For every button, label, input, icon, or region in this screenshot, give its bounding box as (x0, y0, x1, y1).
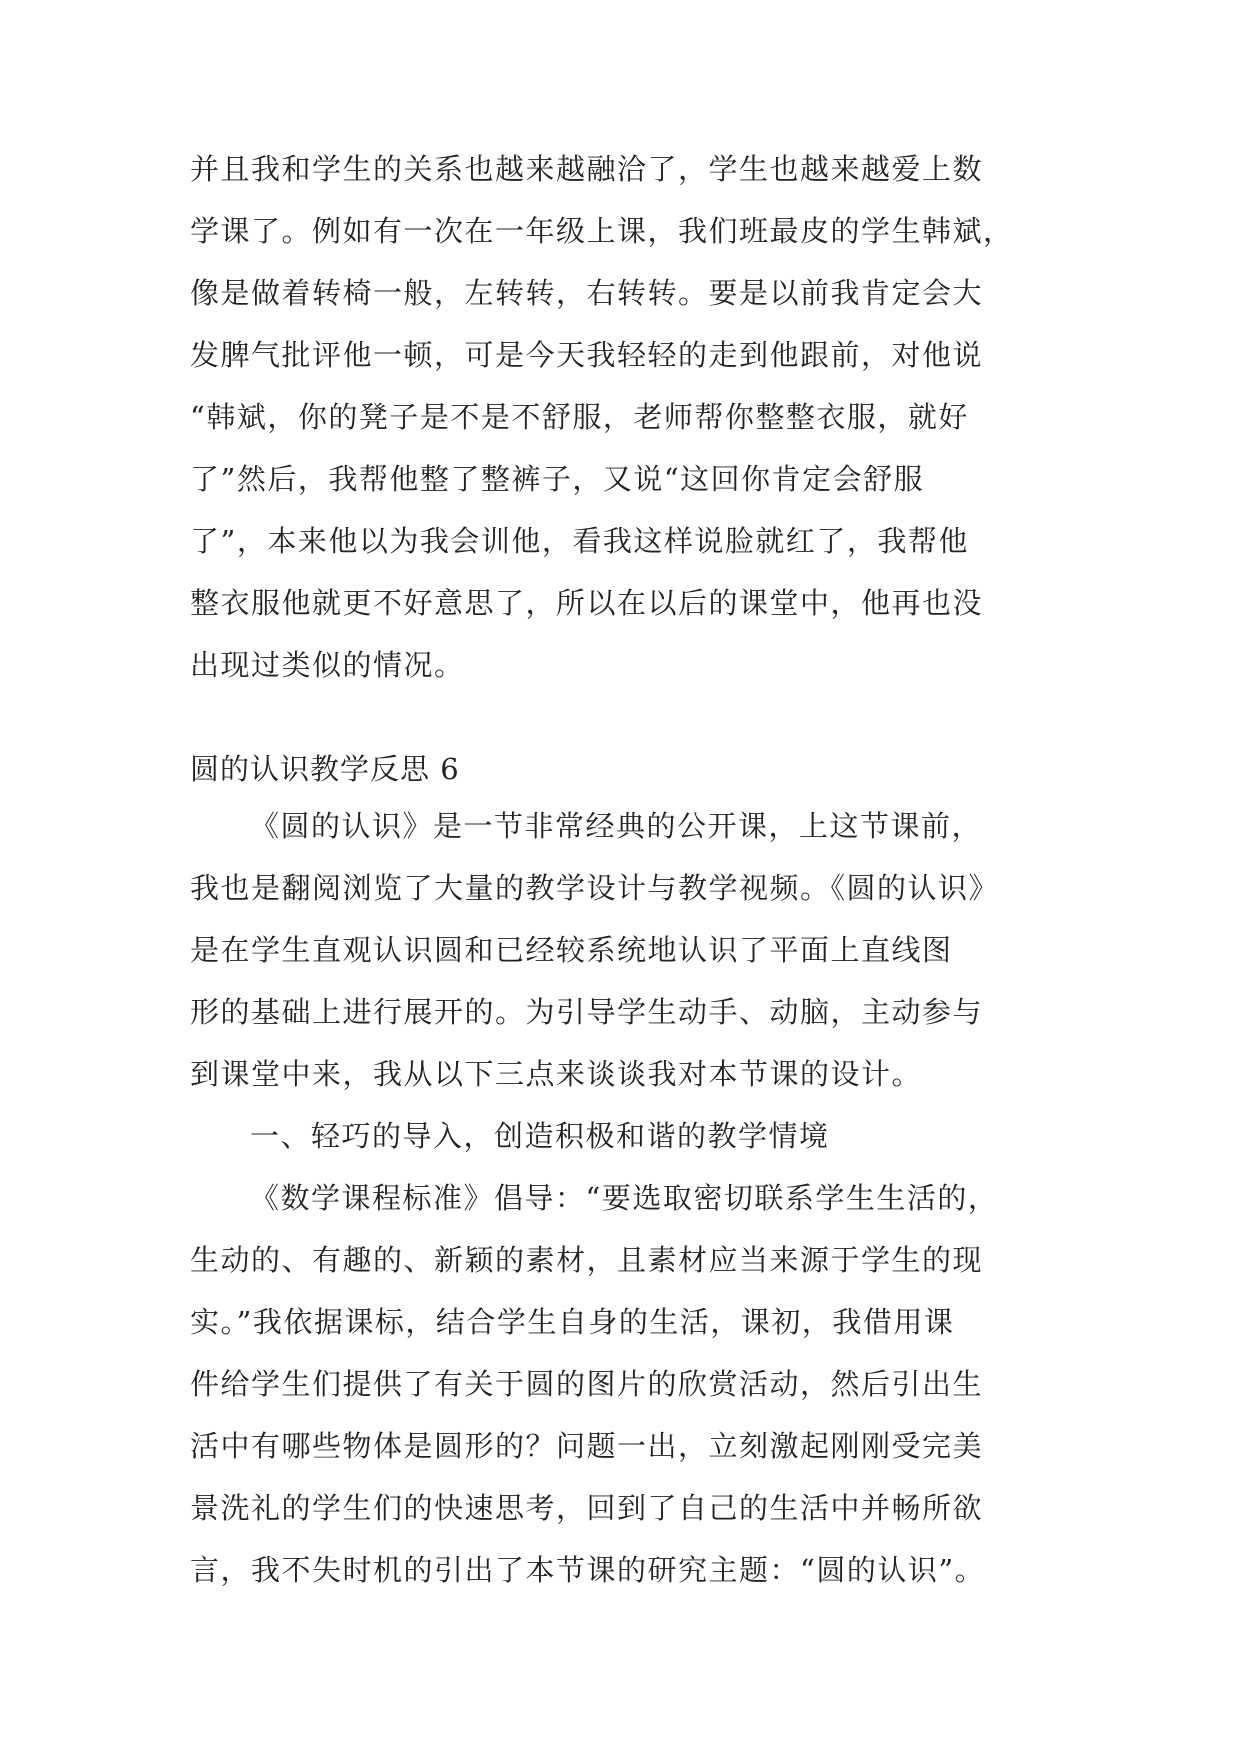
text-line: 整衣服他就更不好意思了，所以在以后的课堂中，他再也没 (190, 586, 984, 620)
text-line: 并且我和学生的关系也越来越融洽了，学生也越来越爱上数 (190, 152, 984, 186)
text-line: 出现过类似的情况。 (190, 648, 465, 682)
intro-paragraph (190, 795, 1070, 1105)
text-line: 了”然后，我帮他整了整裤子，又说“这回你肯定会舒服 (190, 462, 925, 496)
text-line: 活中有哪些物体是圆形的？问题一出，立刻激起刚刚受完美 (190, 1429, 984, 1463)
section-title-text: 圆的认识教学反思 6 (190, 752, 460, 786)
section-title (190, 738, 1070, 800)
text-line: 《数学课程标准》倡导：“要选取密切联系学生生活的， (250, 1181, 999, 1215)
text-line: 形的基础上进行展开的。为引导学生动手、动脑，主动参与 (190, 995, 984, 1029)
text-line: 实。”我依据课标，结合学生自身的生活，课初，我借用课 (190, 1305, 955, 1339)
text-line: 是在学生直观认识圆和已经较系统地认识了平面上直线图 (190, 933, 953, 967)
text-line: 像是做着转椅一般，左转转，右转转。要是以前我肯定会大 (190, 276, 984, 310)
text-line: 我也是翻阅浏览了大量的教学设计与教学视频。《圆的认识》 (190, 871, 1000, 905)
subheading-text: 一、轻巧的导入，创造积极和谐的教学情境 (250, 1119, 830, 1153)
text-line: 发脾气批评他一顿，可是今天我轻轻的走到他跟前，对他说 (190, 338, 984, 372)
text-line: 学课了。例如有一次在一年级上课，我们班最皮的学生韩斌， (190, 214, 1014, 248)
text-line: 景洗礼的学生们的快速思考，回到了自己的生活中并畅所欲 (190, 1491, 984, 1525)
text-line: 生动的、有趣的、新颖的素材，且素材应当来源于学生的现 (190, 1243, 984, 1277)
body-paragraph (190, 1167, 1070, 1601)
text-line: 了”，本来他以为我会训他，看我这样说脸就红了，我帮他 (190, 524, 969, 558)
text-line: 件给学生们提供了有关于圆的图片的欣赏活动，然后引出生 (190, 1367, 984, 1401)
text-line: “韩斌，你的凳子是不是不舒服，老师帮你整整衣服，就好 (190, 400, 969, 434)
text-line: 言，我不失时机的引出了本节课的研究主题：“圆的认识”。 (190, 1553, 986, 1587)
subheading (190, 1105, 1070, 1167)
continuation-paragraph (190, 138, 1070, 696)
text-line: 《圆的认识》是一节非常经典的公开课，上这节课前， (250, 809, 983, 843)
text-line: 到课堂中来，我从以下三点来谈谈我对本节课的设计。 (190, 1057, 923, 1091)
